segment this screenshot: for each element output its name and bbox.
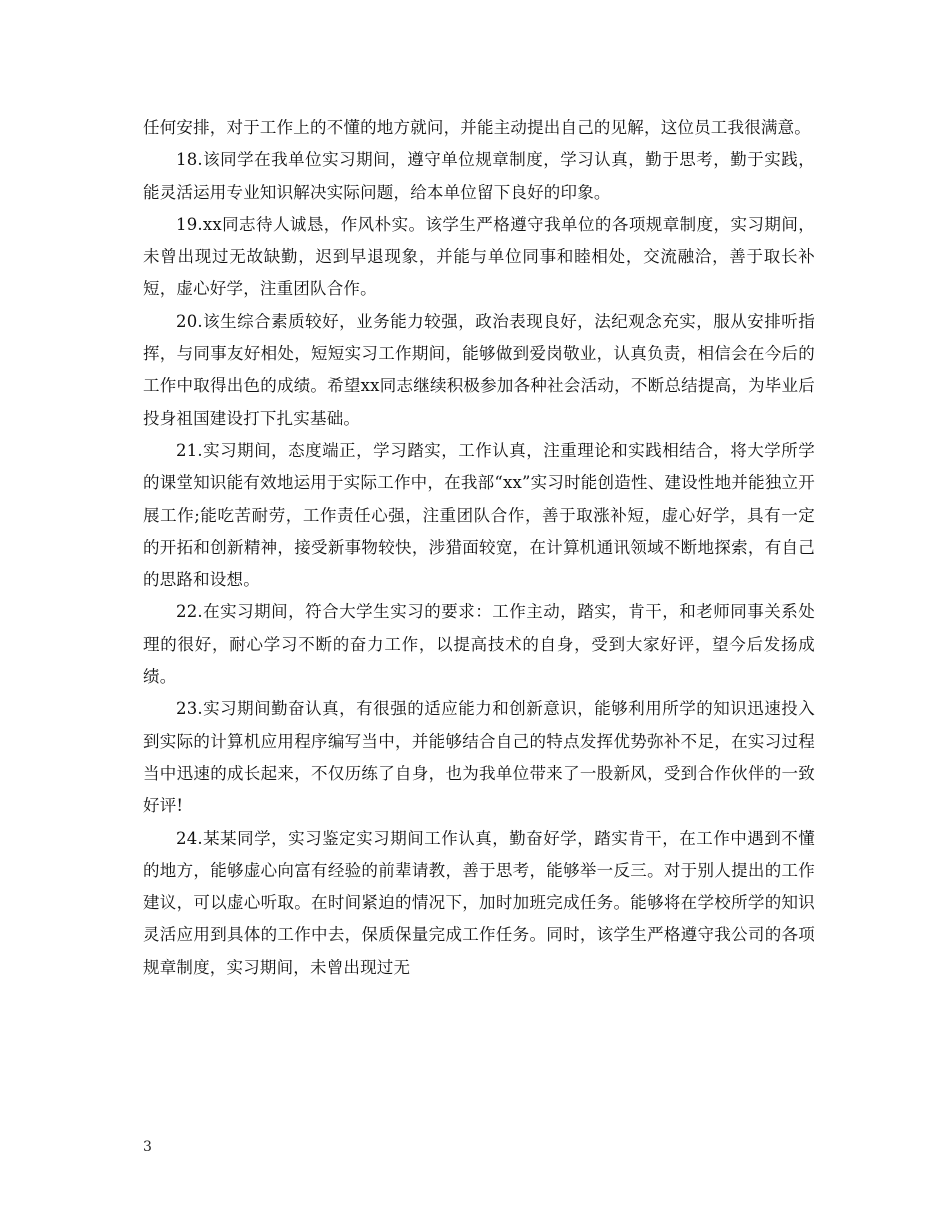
paragraph-24: 24.某某同学，实习鉴定实习期间工作认真，勤奋好学，踏实肯干，在工作中遇到不懂的地方，能够虚心向富有经验的前辈请教，善于思考，能够举一反三。对于别人提出的工作建议，可以虚心听取。在时间紧迫的情况下，加时加班完成任务。能够将在学校所学的知识灵活应用到具体的工作中去，保质保量完成工作任务。同时，该学生严格遵守我公司的各项规章制度，实习期间，未曾出现过无 [143,828,815,977]
paragraph-22: 22.在实习期间，符合大学生实习的要求：工作主动，踏实，肯干，和老师同事关系处理的很好，耐心学习不断的奋力工作，以提高技术的自身，受到大家好评，望今后发扬成绩。 [143,602,815,687]
document-body [143,112,815,984]
paragraph-20: 20.该生综合素质较好，业务能力较强，政治表现良好，法纪观念充实，服从安排听指挥，与同事友好相处，短短实习工作期间，能够做到爱岗敬业，认真负责，相信会在今后的工作中取得出色的成绩。希望xx同志继续积极参加各种社会活动，不断总结提高，为毕业后投身祖国建设打下扎实基础。 [143,311,815,428]
paragraph-23: 23.实习期间勤奋认真，有很强的适应能力和创新意识，能够利用所学的知识迅速投入到实际的计算机应用程序编写当中，并能够结合自己的特点发挥优势弥补不足，在实习过程当中迅速的成长起来，不仅历练了自身，也为我单位带来了一股新风，受到合作伙伴的一致好评! [143,699,815,816]
paragraph-continued: 任何安排，对于工作上的不懂的地方就问，并能主动提出自己的见解，这位员工我很满意。 [143,118,811,137]
paragraph-18: 18.该同学在我单位实习期间，遵守单位规章制度，学习认真，勤于思考，勤于实践，能灵活运用专业知识解决实际问题，给本单位留下良好的印象。 [143,150,815,202]
page-number: 3 [143,1139,152,1155]
paragraph-21: 21.实习期间，态度端正，学习踏实，工作认真，注重理论和实践相结合，将大学所学的课堂知识能有效地运用于实际工作中，在我部“xx”实习时能创造性、建设性地并能独立开展工作;能吃苦耐劳，工作责任心强，注重团队合作，善于取涨补短，虚心好学，具有一定的开拓和创新精神，接受新事物较快，涉猎面较宽，在计算机通讯领域不断地探索，有自己的思路和设想。 [143,440,815,590]
paragraph-19: 19.xx同志待人诚恳，作风朴实。该学生严格遵守我单位的各项规章制度，实习期间，未曾出现过无故缺勤，迟到早退现象，并能与单位同事和睦相处，交流融洽，善于取长补短，虚心好学，注重团队合作。 [143,214,815,299]
